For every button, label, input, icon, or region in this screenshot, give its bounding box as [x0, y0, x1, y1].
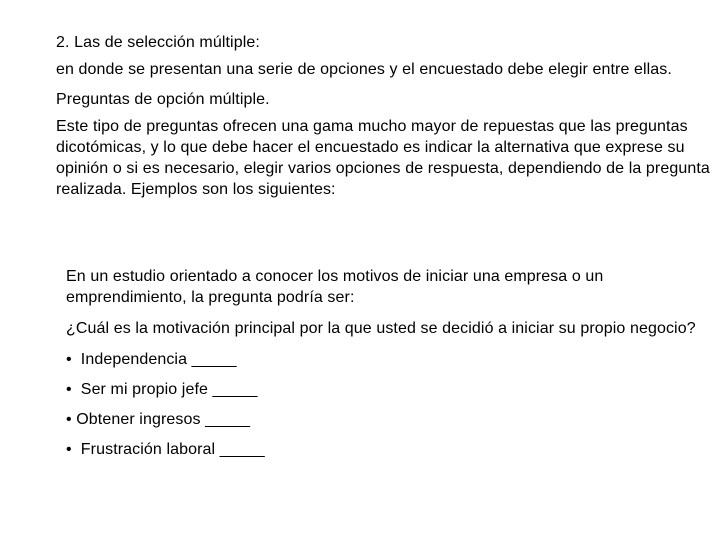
example-block — [66, 266, 706, 469]
section-subheading: Preguntas de opción múltiple. — [56, 91, 270, 108]
example-intro: En un estudio orientado a conocer los motivos de iniciar una empresa o un emprendimiento, la pregunta podría ser: — [66, 268, 604, 306]
example-question: ¿Cuál es la motivación principal por la que usted se decidió a iniciar su propio negocio? — [66, 320, 696, 337]
option-frustracion-laboral: • Frustración laboral _____ — [66, 441, 265, 458]
section-text — [56, 32, 716, 209]
option-independencia: • Independencia _____ — [66, 351, 237, 368]
section-heading: 2. Las de selección múltiple: — [56, 34, 260, 51]
option-propio-jefe: • Ser mi propio jefe _____ — [66, 381, 258, 398]
option-obtener-ingresos: • Obtener ingresos _____ — [66, 411, 251, 428]
section-definition: en donde se presentan una serie de opciones y el encuestado debe elegir entre ellas. — [56, 61, 672, 78]
section-description: Este tipo de preguntas ofrecen una gama mucho mayor de repuestas que las preguntas dicotómicas, y lo que debe hacer el encuestado es indicar la alternativa que exprese su opinión o si es necesario, elegir varios opciones de respuesta, dependiendo de la pregunta realizada. Ejemplos son los siguientes: — [56, 118, 710, 198]
